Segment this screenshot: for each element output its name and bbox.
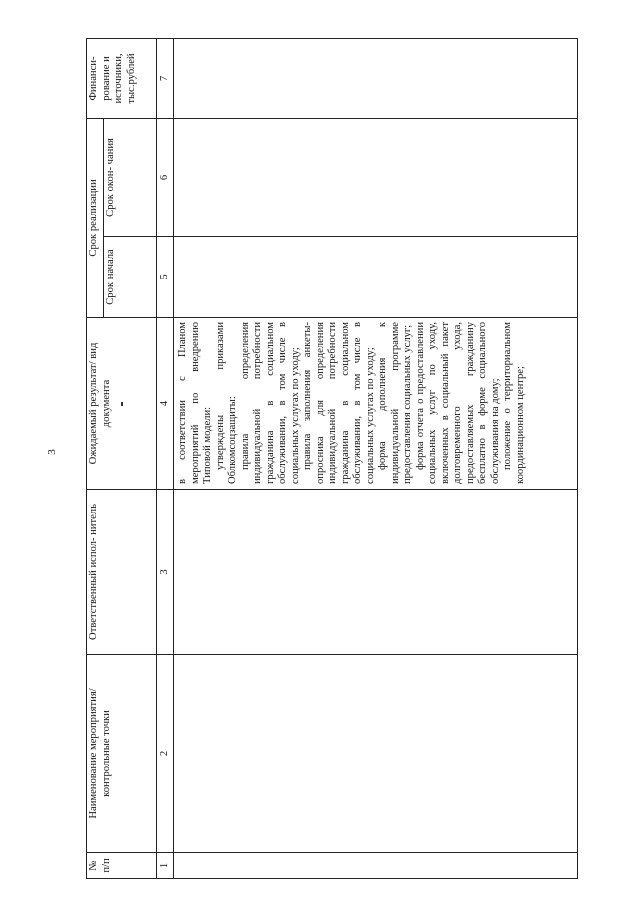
- table-row: [174, 38, 578, 878]
- col-number-2: 2: [157, 655, 174, 853]
- result-paragraph: форма дополнения к индивидуальной программе предоставления социальных услуг;: [377, 322, 413, 484]
- row-executor: [174, 490, 578, 655]
- result-paragraph: положение о территориальном координационном центре;: [502, 322, 526, 484]
- col-number-7: 7: [157, 38, 174, 118]
- column-numbers-row: [157, 38, 174, 878]
- header-financing: Финанси- рование и источники, тыс.рублей: [87, 38, 157, 118]
- plan-table: [86, 38, 578, 879]
- col-number-5: 5: [157, 237, 174, 318]
- result-paragraph: правила определения индивидуальной потребности гражданина в социальном обслуживании, в том числе в социальных услугах по уходу;: [239, 322, 301, 484]
- header-result: Ожидаемый результат/ вид документа: [87, 318, 157, 490]
- col-number-4: 4: [157, 318, 174, 490]
- page-number: 3: [46, 449, 58, 455]
- header-end: Срок окон- чания: [104, 118, 157, 236]
- row-start: [174, 237, 578, 318]
- result-paragraph: правила заполнения анкеты-опросника для определения индивидуальной потребности гражданина в социальном обслуживании, в том числе в социальных услугах по уходу;: [302, 322, 376, 484]
- row-result: [174, 318, 578, 490]
- result-paragraph: форма отчета о предоставлении социальных услуг по уходу, включенных в социальный пакет долговременного ухода, предоставляемых гражданину бесплатно в форме социального обслуживания на дому;: [414, 322, 501, 484]
- result-paragraph: в соответствии с Планом мероприятий по внедрению Типовой модели:: [177, 322, 213, 484]
- header-name: Наименование мероприятия/ контрольные точки: [87, 655, 157, 853]
- col-number-6: 6: [157, 118, 174, 236]
- col-number-3: 3: [157, 490, 174, 655]
- header-period: Срок реализации: [87, 118, 104, 317]
- row-financing: [174, 38, 578, 118]
- result-paragraph: утверждены приказами Облкомсоцзащиты:: [214, 322, 238, 484]
- header-num: № п/п: [87, 853, 157, 879]
- header-start: Срок начала: [104, 237, 157, 318]
- row-num: [174, 853, 578, 879]
- col-number-1: 1: [157, 853, 174, 879]
- header-executor: Ответственный испол- нитель: [87, 490, 157, 655]
- header-row-1: [87, 38, 104, 878]
- row-end: [174, 118, 578, 236]
- row-name: [174, 655, 578, 853]
- rotated-table-container: [86, 39, 566, 879]
